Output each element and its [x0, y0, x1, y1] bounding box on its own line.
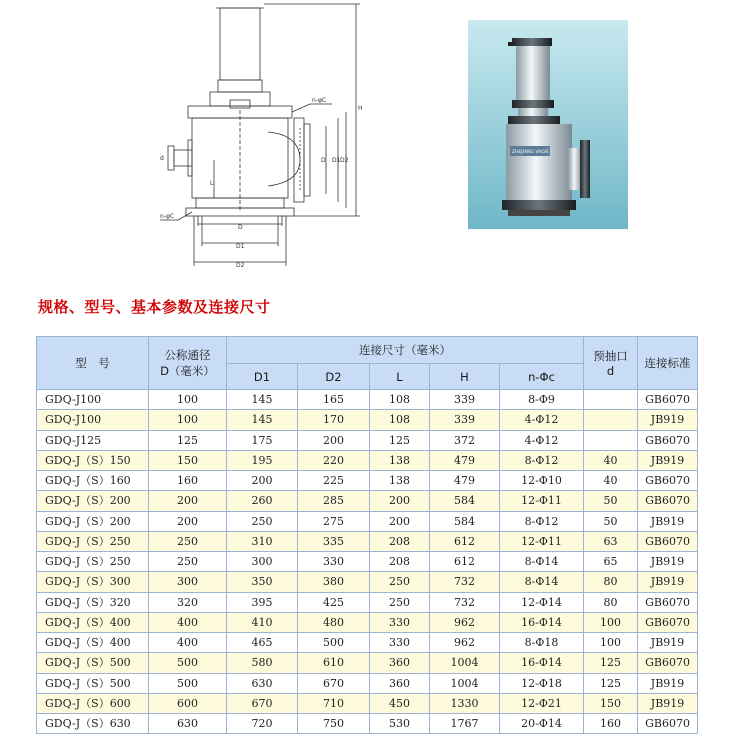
label-D-right: D: [321, 157, 326, 164]
cell-l: 108: [370, 390, 430, 410]
cell-standard: JB919: [638, 552, 698, 572]
cell-d2: 200: [298, 430, 370, 450]
cell-pre-pump-d: 125: [584, 653, 638, 673]
cell-d2: 480: [298, 612, 370, 632]
cell-standard: GB6070: [638, 430, 698, 450]
cell-d2: 285: [298, 491, 370, 511]
cell-model: GDQ-J（S）500: [37, 673, 149, 693]
cell-model: GDQ-J（S）150: [37, 450, 149, 470]
table-row: [37, 511, 698, 531]
table-row: [37, 471, 698, 491]
cell-d2: 220: [298, 450, 370, 470]
cell-d2: 500: [298, 633, 370, 653]
cell-l: 138: [370, 471, 430, 491]
cell-pre-pump-d: 125: [584, 673, 638, 693]
cell-nominal-diameter: 500: [149, 673, 227, 693]
cell-d2: 710: [298, 693, 370, 713]
cell-n-phi-c: 8-Φ14: [500, 552, 584, 572]
cell-n-phi-c: 12-Φ21: [500, 693, 584, 713]
cell-n-phi-c: 4-Φ12: [500, 410, 584, 430]
cell-n-phi-c: 12-Φ14: [500, 592, 584, 612]
cell-pre-pump-d: 100: [584, 612, 638, 632]
cell-d2: 170: [298, 410, 370, 430]
label-n-phi-c-top: n-φC: [312, 97, 327, 104]
cell-d1: 195: [227, 450, 298, 470]
cell-nominal-diameter: 150: [149, 450, 227, 470]
cell-model: GDQ-J（S）600: [37, 693, 149, 713]
cell-l: 200: [370, 511, 430, 531]
table-row: [37, 714, 698, 734]
label-D: D: [238, 224, 243, 231]
cell-standard: GB6070: [638, 653, 698, 673]
label-n-phi-c-bottom: n-φC: [160, 213, 175, 220]
header-pre-pump-port: [584, 337, 638, 390]
cell-d1: 145: [227, 390, 298, 410]
cell-d2: 380: [298, 572, 370, 592]
table-row: [37, 430, 698, 450]
cell-n-phi-c: 12-Φ11: [500, 531, 584, 551]
cell-n-phi-c: 12-Φ18: [500, 673, 584, 693]
cell-h: 1004: [430, 673, 500, 693]
cell-pre-pump-d: 80: [584, 592, 638, 612]
cell-d1: 410: [227, 612, 298, 632]
cell-d1: 175: [227, 430, 298, 450]
cell-d1: 300: [227, 552, 298, 572]
cell-h: 1767: [430, 714, 500, 734]
cell-pre-pump-d: [584, 390, 638, 410]
cell-pre-pump-d: 150: [584, 693, 638, 713]
cell-pre-pump-d: 80: [584, 572, 638, 592]
cell-d1: 310: [227, 531, 298, 551]
cell-model: GDQ-J（S）160: [37, 471, 149, 491]
valve-technical-drawing: [150, 0, 370, 275]
header-L: L: [370, 364, 430, 390]
cell-d1: 670: [227, 693, 298, 713]
cell-d2: 425: [298, 592, 370, 612]
cell-l: 138: [370, 450, 430, 470]
label-D2: D2: [236, 262, 245, 269]
cell-d2: 750: [298, 714, 370, 734]
cell-n-phi-c: 8-Φ14: [500, 572, 584, 592]
cell-h: 732: [430, 572, 500, 592]
cell-pre-pump-d: 63: [584, 531, 638, 551]
cell-h: 732: [430, 592, 500, 612]
table-row: [37, 552, 698, 572]
cell-nominal-diameter: 100: [149, 390, 227, 410]
cell-l: 250: [370, 592, 430, 612]
cell-d2: 275: [298, 511, 370, 531]
cell-d2: 165: [298, 390, 370, 410]
cell-l: 530: [370, 714, 430, 734]
cell-h: 479: [430, 450, 500, 470]
cell-model: GDQ-J（S）320: [37, 592, 149, 612]
cell-h: 1330: [430, 693, 500, 713]
cell-nominal-diameter: 600: [149, 693, 227, 713]
header-model: 型 号: [37, 337, 149, 390]
cell-standard: JB919: [638, 450, 698, 470]
nameplate-text: ZHEJIANG VALVE: [512, 150, 550, 155]
cell-nominal-diameter: 320: [149, 592, 227, 612]
cell-h: 612: [430, 552, 500, 572]
label-D1: D1: [236, 243, 245, 250]
cell-nominal-diameter: 250: [149, 531, 227, 551]
cell-standard: GB6070: [638, 714, 698, 734]
cell-d1: 720: [227, 714, 298, 734]
cell-l: 208: [370, 552, 430, 572]
header-nominal-diameter: [149, 337, 227, 390]
specification-table: [36, 336, 698, 734]
cell-h: 1004: [430, 653, 500, 673]
cell-h: 339: [430, 390, 500, 410]
cell-standard: GB6070: [638, 390, 698, 410]
header-connection-dimensions: 连接尺寸（毫米）: [227, 337, 584, 364]
cell-l: 360: [370, 653, 430, 673]
cell-nominal-diameter: 200: [149, 491, 227, 511]
cell-d2: 330: [298, 552, 370, 572]
cell-d2: 610: [298, 653, 370, 673]
cell-d2: 225: [298, 471, 370, 491]
table-row: [37, 531, 698, 551]
cell-d1: 145: [227, 410, 298, 430]
cell-model: GDQ-J100: [37, 410, 149, 430]
cell-n-phi-c: 8-Φ18: [500, 633, 584, 653]
cell-nominal-diameter: 400: [149, 633, 227, 653]
header-pre-pump-label: 预抽口: [593, 349, 628, 363]
label-D2-right: D2: [340, 157, 349, 164]
table-row: [37, 491, 698, 511]
header-H: H: [430, 364, 500, 390]
cell-h: 962: [430, 612, 500, 632]
cell-n-phi-c: 8-Φ12: [500, 511, 584, 531]
section-heading: 规格、型号、基本参数及连接尺寸: [38, 298, 271, 316]
cell-h: 372: [430, 430, 500, 450]
cell-standard: GB6070: [638, 491, 698, 511]
cell-standard: JB919: [638, 633, 698, 653]
cell-n-phi-c: 16-Φ14: [500, 612, 584, 632]
table-row: [37, 450, 698, 470]
cell-n-phi-c: 8-Φ9: [500, 390, 584, 410]
cell-nominal-diameter: 160: [149, 471, 227, 491]
cell-pre-pump-d: [584, 430, 638, 450]
cell-standard: JB919: [638, 572, 698, 592]
cell-h: 962: [430, 633, 500, 653]
cell-l: 330: [370, 612, 430, 632]
cell-d1: 350: [227, 572, 298, 592]
cell-standard: GB6070: [638, 612, 698, 632]
cell-standard: GB6070: [638, 592, 698, 612]
cell-d1: 395: [227, 592, 298, 612]
cell-pre-pump-d: [584, 410, 638, 430]
cell-n-phi-c: 20-Φ14: [500, 714, 584, 734]
cell-standard: JB919: [638, 673, 698, 693]
cell-model: GDQ-J125: [37, 430, 149, 450]
cell-nominal-diameter: 100: [149, 410, 227, 430]
cell-n-phi-c: 16-Φ14: [500, 653, 584, 673]
cell-model: GDQ-J（S）200: [37, 491, 149, 511]
table-row: [37, 390, 698, 410]
header-n-phi-c: n-Φc: [500, 364, 584, 390]
header-D2: D2: [298, 364, 370, 390]
cell-d1: 260: [227, 491, 298, 511]
cell-nominal-diameter: 500: [149, 653, 227, 673]
cell-model: GDQ-J（S）500: [37, 653, 149, 673]
table-row: [37, 693, 698, 713]
cell-pre-pump-d: 50: [584, 491, 638, 511]
cell-pre-pump-d: 65: [584, 552, 638, 572]
cell-model: GDQ-J（S）300: [37, 572, 149, 592]
cell-model: GDQ-J（S）200: [37, 511, 149, 531]
cell-n-phi-c: 8-Φ12: [500, 450, 584, 470]
label-H: H: [358, 105, 363, 112]
cell-d1: 200: [227, 471, 298, 491]
valve-product-photo: [468, 20, 628, 229]
label-L: L: [210, 180, 214, 187]
cell-l: 200: [370, 491, 430, 511]
header-standard: 连接标准: [638, 337, 698, 390]
cell-l: 208: [370, 531, 430, 551]
cell-l: 108: [370, 410, 430, 430]
cell-standard: GB6070: [638, 471, 698, 491]
cell-model: GDQ-J100: [37, 390, 149, 410]
table-row: [37, 612, 698, 632]
cell-standard: JB919: [638, 693, 698, 713]
cell-pre-pump-d: 40: [584, 471, 638, 491]
cell-d2: 670: [298, 673, 370, 693]
cell-l: 360: [370, 673, 430, 693]
cell-nominal-diameter: 200: [149, 511, 227, 531]
cell-l: 250: [370, 572, 430, 592]
cell-standard: JB919: [638, 511, 698, 531]
cell-d1: 250: [227, 511, 298, 531]
cell-nominal-diameter: 630: [149, 714, 227, 734]
table-row: [37, 592, 698, 612]
cell-d1: 630: [227, 673, 298, 693]
cell-d2: 335: [298, 531, 370, 551]
cell-l: 125: [370, 430, 430, 450]
cell-standard: GB6070: [638, 531, 698, 551]
cell-h: 479: [430, 471, 500, 491]
header-pre-pump-d: d: [606, 364, 615, 378]
cell-h: 584: [430, 491, 500, 511]
header-nominal-unit: D（毫米）: [160, 364, 215, 378]
cell-pre-pump-d: 100: [584, 633, 638, 653]
cell-n-phi-c: 12-Φ11: [500, 491, 584, 511]
cell-model: GDQ-J（S）400: [37, 612, 149, 632]
table-row: [37, 633, 698, 653]
cell-d1: 465: [227, 633, 298, 653]
table-row: [37, 410, 698, 430]
header-D1: D1: [227, 364, 298, 390]
cell-nominal-diameter: 300: [149, 572, 227, 592]
cell-model: GDQ-J（S）630: [37, 714, 149, 734]
cell-nominal-diameter: 250: [149, 552, 227, 572]
cell-model: GDQ-J（S）400: [37, 633, 149, 653]
label-d: d: [160, 155, 164, 162]
cell-h: 339: [430, 410, 500, 430]
cell-pre-pump-d: 160: [584, 714, 638, 734]
cell-nominal-diameter: 400: [149, 612, 227, 632]
cell-pre-pump-d: 50: [584, 511, 638, 531]
cell-h: 612: [430, 531, 500, 551]
cell-h: 584: [430, 511, 500, 531]
cell-pre-pump-d: 40: [584, 450, 638, 470]
cell-n-phi-c: 12-Φ10: [500, 471, 584, 491]
table-row: [37, 673, 698, 693]
table-row: [37, 572, 698, 592]
table-row: [37, 653, 698, 673]
cell-l: 330: [370, 633, 430, 653]
cell-n-phi-c: 4-Φ12: [500, 430, 584, 450]
label-D1-right: D1: [332, 157, 341, 164]
cell-model: GDQ-J（S）250: [37, 552, 149, 572]
cell-model: GDQ-J（S）250: [37, 531, 149, 551]
cell-d1: 580: [227, 653, 298, 673]
cell-standard: JB919: [638, 410, 698, 430]
header-nominal-label: 公称通径: [164, 348, 211, 362]
cell-l: 450: [370, 693, 430, 713]
cell-nominal-diameter: 125: [149, 430, 227, 450]
specification-table-body: [37, 390, 698, 734]
